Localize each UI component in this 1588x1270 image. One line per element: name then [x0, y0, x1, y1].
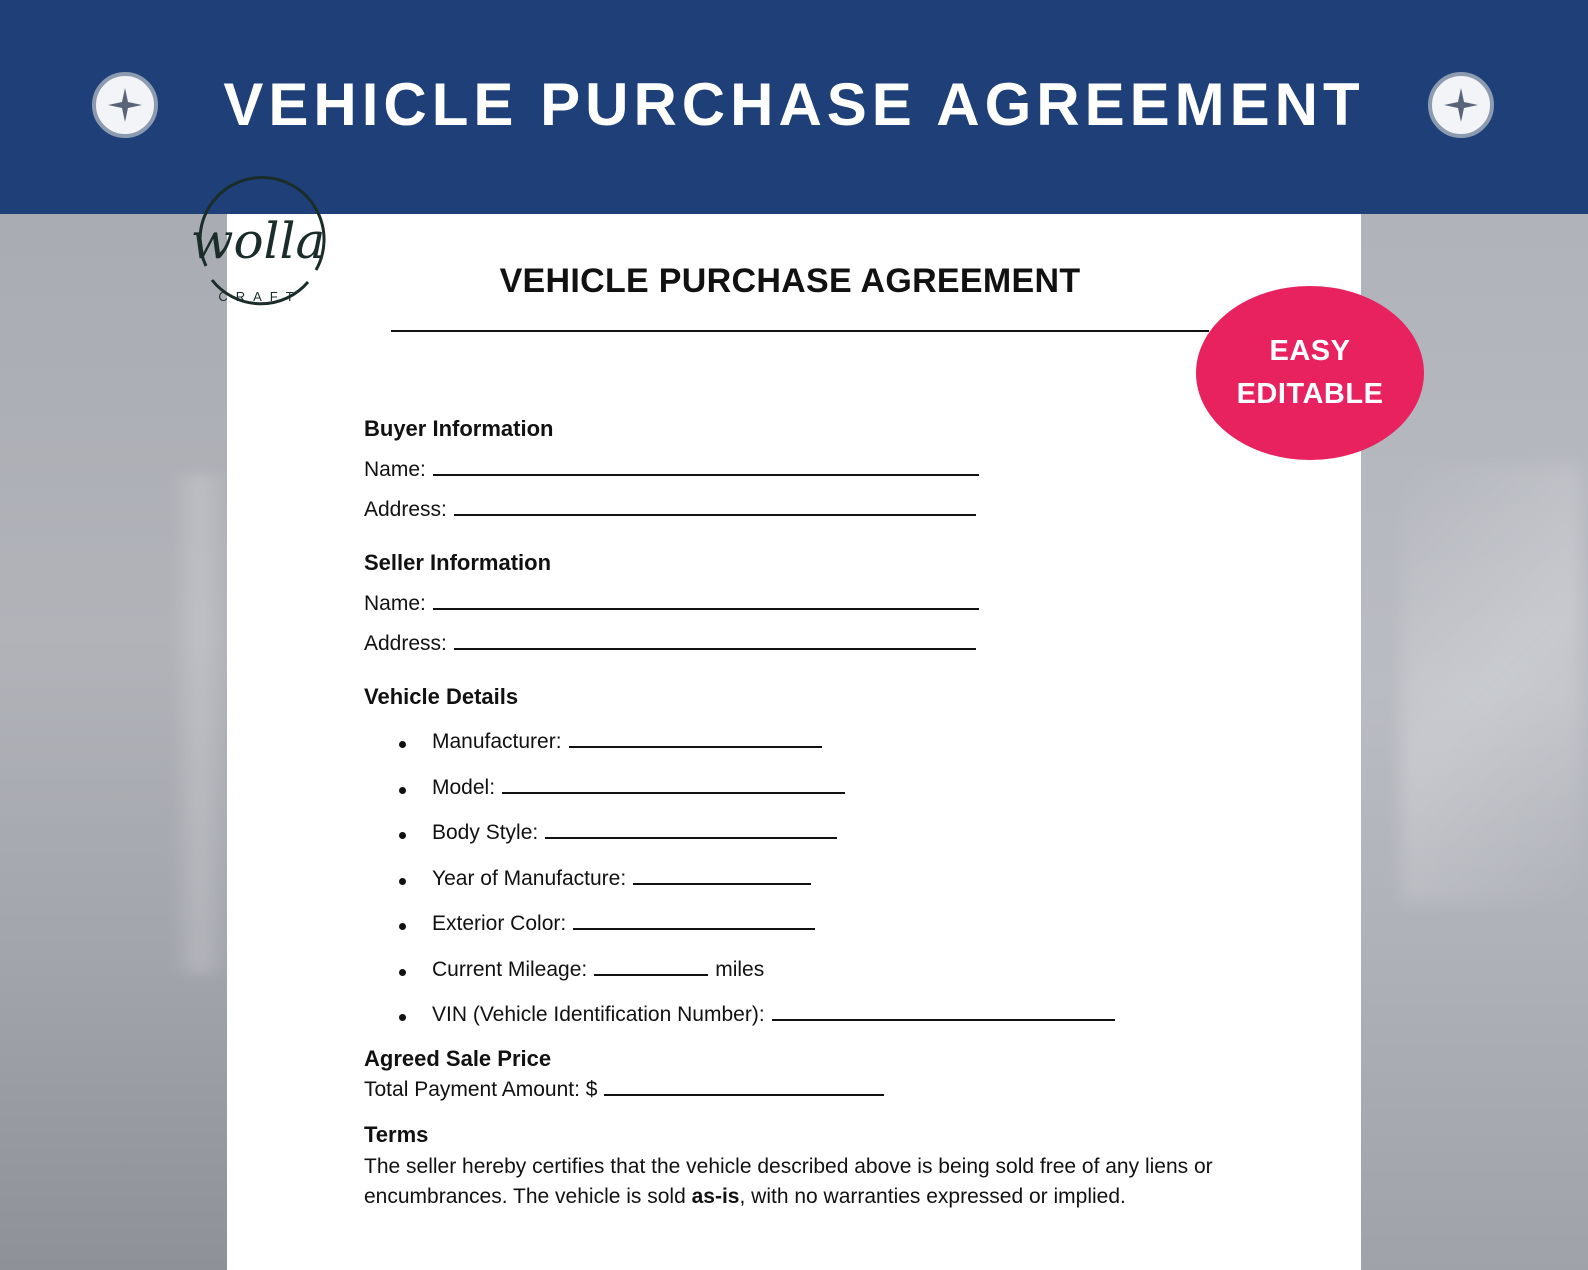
terms-text-start: The seller hereby certifies that the vehicle described above is being sold free of any liens or encumbrances. The vehicle is sold [364, 1155, 1213, 1208]
mileage-unit: miles [715, 958, 765, 981]
seller-heading: Seller Information [364, 550, 552, 575]
bullet [399, 923, 406, 930]
body-style-line[interactable] [545, 819, 837, 839]
easy-editable-badge [1196, 286, 1424, 460]
badge-line-1: EASY [1269, 335, 1351, 367]
bullet [399, 741, 406, 748]
year-field[interactable] [432, 865, 811, 891]
terms-text [364, 1152, 1224, 1212]
vin-field[interactable] [432, 1001, 1115, 1027]
bullet [399, 787, 406, 794]
seller-address-label: Address: [364, 632, 447, 655]
body-style-label: Body Style: [432, 821, 539, 844]
exterior-color-label: Exterior Color: [432, 912, 567, 935]
document-title: VEHICLE PURCHASE AGREEMENT [499, 262, 1081, 300]
manufacturer-label: Manufacturer: [432, 730, 562, 753]
mileage-label: Current Mileage: [432, 958, 588, 981]
buyer-name-line[interactable] [433, 456, 979, 476]
seller-name-field[interactable] [364, 590, 979, 616]
terms-heading: Terms [364, 1122, 429, 1147]
buyer-address-field[interactable] [364, 496, 976, 522]
total-payment-field[interactable] [364, 1076, 884, 1102]
terms-text-end: , with no warranties expressed or implied. [739, 1185, 1126, 1208]
seller-name-label: Name: [364, 592, 426, 615]
model-line[interactable] [502, 774, 845, 794]
background-left [0, 214, 227, 1270]
mileage-field[interactable] [432, 956, 764, 982]
logo-wordmark: wolla [190, 212, 326, 270]
brand-logo [176, 166, 336, 316]
exterior-color-line[interactable] [573, 910, 815, 930]
terms-text-bold: as-is [691, 1185, 740, 1208]
seller-name-line[interactable] [433, 590, 979, 610]
body-style-field[interactable] [432, 819, 837, 845]
exterior-color-field[interactable] [432, 910, 815, 936]
bullet [399, 832, 406, 839]
year-line[interactable] [633, 865, 811, 885]
bullet [399, 878, 406, 885]
buyer-heading: Buyer Information [364, 416, 554, 441]
price-heading: Agreed Sale Price [364, 1046, 552, 1071]
badge-line-2: EDITABLE [1236, 378, 1384, 410]
vin-line[interactable] [772, 1001, 1115, 1021]
seller-address-line[interactable] [454, 630, 976, 650]
title-underline [391, 330, 1209, 332]
buyer-address-line[interactable] [454, 496, 976, 516]
banner-title: VEHICLE PURCHASE AGREEMENT [223, 71, 1365, 138]
vehicle-heading: Vehicle Details [364, 684, 519, 709]
model-field[interactable] [432, 774, 845, 800]
total-payment-line[interactable] [604, 1076, 884, 1096]
mileage-line[interactable] [594, 956, 708, 976]
star-icon [1428, 72, 1494, 138]
buyer-address-label: Address: [364, 498, 447, 521]
year-label: Year of Manufacture: [432, 867, 627, 890]
total-payment-label: Total Payment Amount: $ [364, 1078, 598, 1101]
bullet [399, 1014, 406, 1021]
manufacturer-field[interactable] [432, 728, 822, 754]
model-label: Model: [432, 776, 496, 799]
logo-tagline: CRAFT [218, 289, 302, 304]
manufacturer-line[interactable] [569, 728, 822, 748]
bullet [399, 969, 406, 976]
buyer-name-field[interactable] [364, 456, 979, 482]
vin-label: VIN (Vehicle Identification Number): [432, 1003, 765, 1026]
buyer-name-label: Name: [364, 458, 426, 481]
seller-address-field[interactable] [364, 630, 976, 656]
